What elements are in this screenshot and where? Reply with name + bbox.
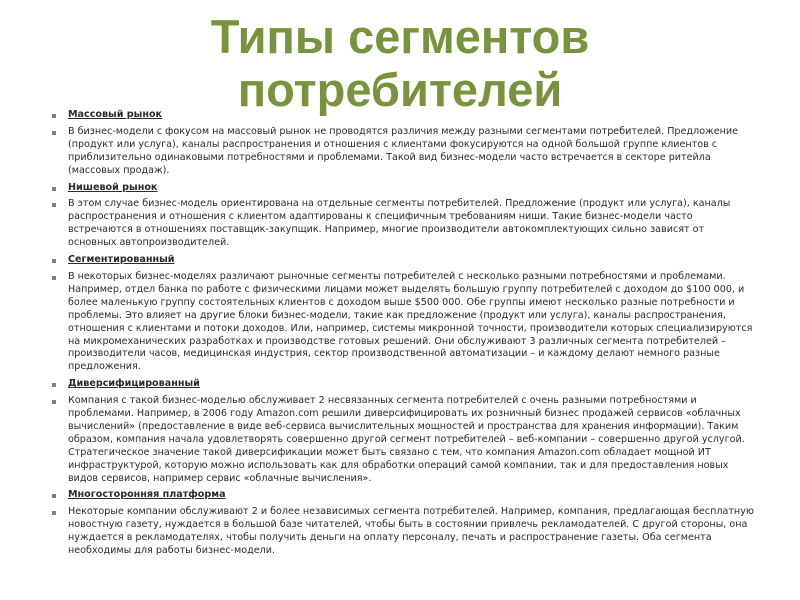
section-heading-text: Сегментированный bbox=[68, 254, 175, 266]
bullet-icon bbox=[52, 276, 56, 280]
bullet-icon bbox=[52, 494, 56, 498]
section-heading-text: Массовый рынок bbox=[68, 109, 163, 120]
section-heading-niche-market bbox=[52, 182, 755, 195]
section-heading-multi-sided-platform bbox=[52, 489, 755, 502]
section-body-text: В бизнес-модели с фокусом на массовый рынок не проводятся различия между разными сегментами потребителей. Предложение (продукт или услуга), каналы распространения и отношения с клиентами фокусируются на одной большой группе клиентов с приблизительно одинаковыми потребностями и проблемами. Такой вид бизнес-модели часто встречается в секторе ритейла (массовых продаж). bbox=[68, 125, 739, 176]
section-text-multi-sided-platform bbox=[52, 506, 755, 558]
bullet-icon bbox=[52, 131, 56, 135]
section-heading-segmented bbox=[52, 254, 755, 267]
bullet-icon bbox=[52, 187, 56, 191]
section-body-text: В некоторых бизнес-моделях различают рыночные сегменты потребителей с несколько разными потребностями и проблемами. Например, отдел банка по работе с физическими лицами может выделять большую группу потребителей с доходом до $100 000, и более маленькую группу состоятельных клиентов с доходом выше $500 000. Обе группы имеют несколько разные потребности и проблемы. Это влияет на другие блоки бизнес-модели, такие как предложение (продукт или услуга), каналы распространения, отношения с клиентами и потоки доходов. Или, например, системы микронной точности, производители которых специализируются на микромеханических разработках и производстве готовых решений. Они обслуживают 3 различных сегмента потребителей – производители часов, медицинская индустрия, сектор производственной автоматизации – и каждому делают немного разные предложения. bbox=[68, 270, 753, 373]
section-text-niche-market bbox=[52, 198, 755, 250]
bullet-icon bbox=[52, 400, 56, 404]
section-body-text: Компания с такой бизнес-моделью обслуживает 2 несвязанных сегмента потребителей с очень разными потребностями и проблемами. Например, в 2006 году Amazon.com решили диверсифицировать их розничный бизнес продажей сервисов «облачных вычислений» (предоставление в виде веб-сервиса вычислительных мощностей и пространства для хранения информации). Таким образом, компания начала удовлетворять совершенно другой сегмент потребителей – веб-компании – совершенно другой услугой. Стратегическое значение такой диверсификации может быть связано с тем, что компания Amazon.com обладает мощной ИТ инфраструктурой, которую можно использовать как для обработки операций самой компании, так и для предоставления новых видов сервисов, например сервис «облачные вычисления». bbox=[68, 395, 745, 484]
slide-title bbox=[0, 10, 800, 116]
bullet-icon bbox=[52, 511, 56, 515]
section-heading-text: Нишевой рынок bbox=[68, 181, 158, 193]
section-body-text: В этом случае бизнес-модель ориентирована на отдельные сегменты потребителей. Предложение (продукт или услуга), каналы распространения и отношения с клиентом адаптированы к специфичным требованиям ниши. Такие бизнес-модели часто встречаются в отношениях поставщик-закупщик. Например, многие производители автокомплектующих сильно зависят от основных автопроизводителей. bbox=[68, 198, 731, 249]
bullet-icon bbox=[52, 259, 56, 263]
section-heading-mass-market bbox=[52, 109, 755, 122]
section-heading-text: Диверсифицированный bbox=[68, 378, 200, 390]
section-text-diversified bbox=[52, 395, 755, 485]
title-line-1: Типы сегментов bbox=[210, 10, 590, 63]
section-heading-diversified bbox=[52, 378, 755, 391]
section-body-text: Некоторые компании обслуживают 2 и более независимых сегмента потребителей. Например, компания, предлагающая бесплатную новостную газету, нуждается в большой базе читателей, чтобы быть в состоянии привлечь рекламодателей. С другой стороны, она нуждается в рекламодателях, чтобы получить деньги на оплату персоналу, печать и распространение газеты. Оба сегмента необходимы для работы бизнес-модели. bbox=[68, 506, 754, 557]
section-heading-text: Многосторонняя платформа bbox=[68, 489, 226, 501]
section-text-segmented bbox=[52, 271, 755, 374]
content-list bbox=[52, 109, 755, 562]
bullet-icon bbox=[52, 114, 56, 118]
bullet-icon bbox=[52, 383, 56, 387]
title-line-2: потребителей bbox=[237, 63, 563, 116]
section-text-mass-market bbox=[52, 126, 755, 178]
bullet-icon bbox=[52, 203, 56, 207]
